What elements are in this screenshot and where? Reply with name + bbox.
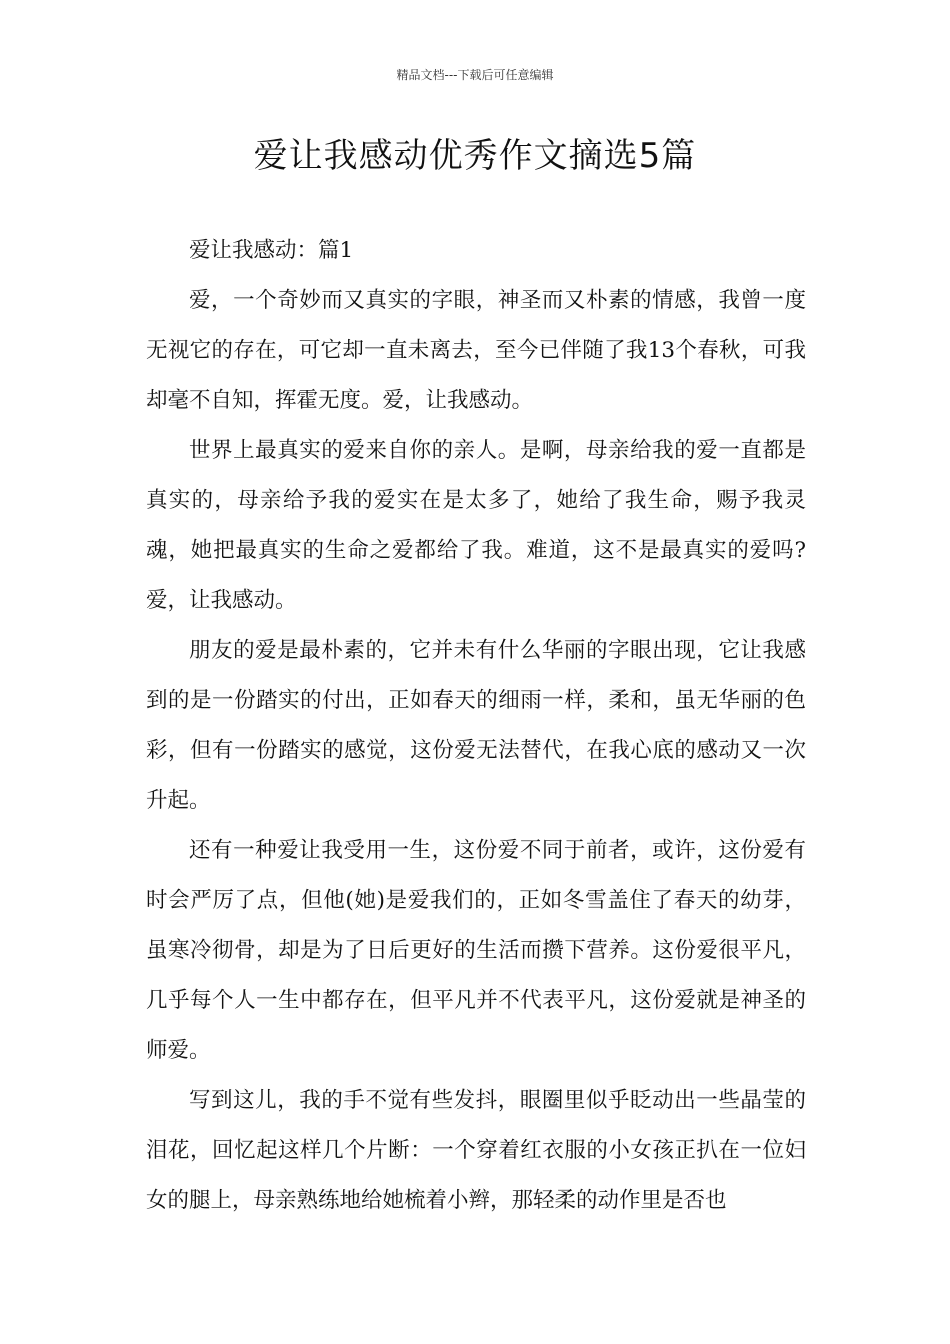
paragraph: 写到这儿，我的手不觉有些发抖，眼圈里似乎眨动出一些晶莹的泪花，回忆起这样几个片断：一个穿着红衣服的小女孩正扒在一位妇女的腿上，母亲熟练地给她梳着小辫，那轻柔的动作里是否也 <box>146 1088 806 1213</box>
paragraph: 世界上最真实的爱来自你的亲人。是啊，母亲给我的爱一直都是真实的，母亲给予我的爱实在是太多了，她给了我生命，赐予我灵魂，她把最真实的生命之爱都给了我。难道，这不是最真实的爱吗?爱，让我感动。 <box>146 438 806 613</box>
paragraph: 朋友的爱是最朴素的，它并未有什么华丽的字眼出现，它让我感到的是一份踏实的付出，正如春天的细雨一样，柔和，虽无华丽的色彩，但有一份踏实的感觉，这份爱无法替代，在我心底的感动又一次升起。 <box>146 638 806 813</box>
document-body <box>146 226 806 1226</box>
section-heading: 爱让我感动：篇1 <box>189 238 354 263</box>
header-note: 精品文档---下载后可任意编辑 <box>396 68 554 82</box>
paragraph: 爱，一个奇妙而又真实的字眼，神圣而又朴素的情感，我曾一度无视它的存在，可它却一直未离去，至今已伴随了我13个春秋，可我却毫不自知，挥霍无度。爱，让我感动。 <box>146 288 806 413</box>
page-title: 爱让我感动优秀作文摘选5篇 <box>253 136 697 176</box>
paragraph: 还有一种爱让我受用一生，这份爱不同于前者，或许，这份爱有时会严厉了点，但他(她)是爱我们的，正如冬雪盖住了春天的幼芽，虽寒冷彻骨，却是为了日后更好的生活而攒下营养。这份爱很平凡，几乎每个人一生中都存在，但平凡并不代表平凡，这份爱就是神圣的师爱。 <box>146 838 806 1063</box>
